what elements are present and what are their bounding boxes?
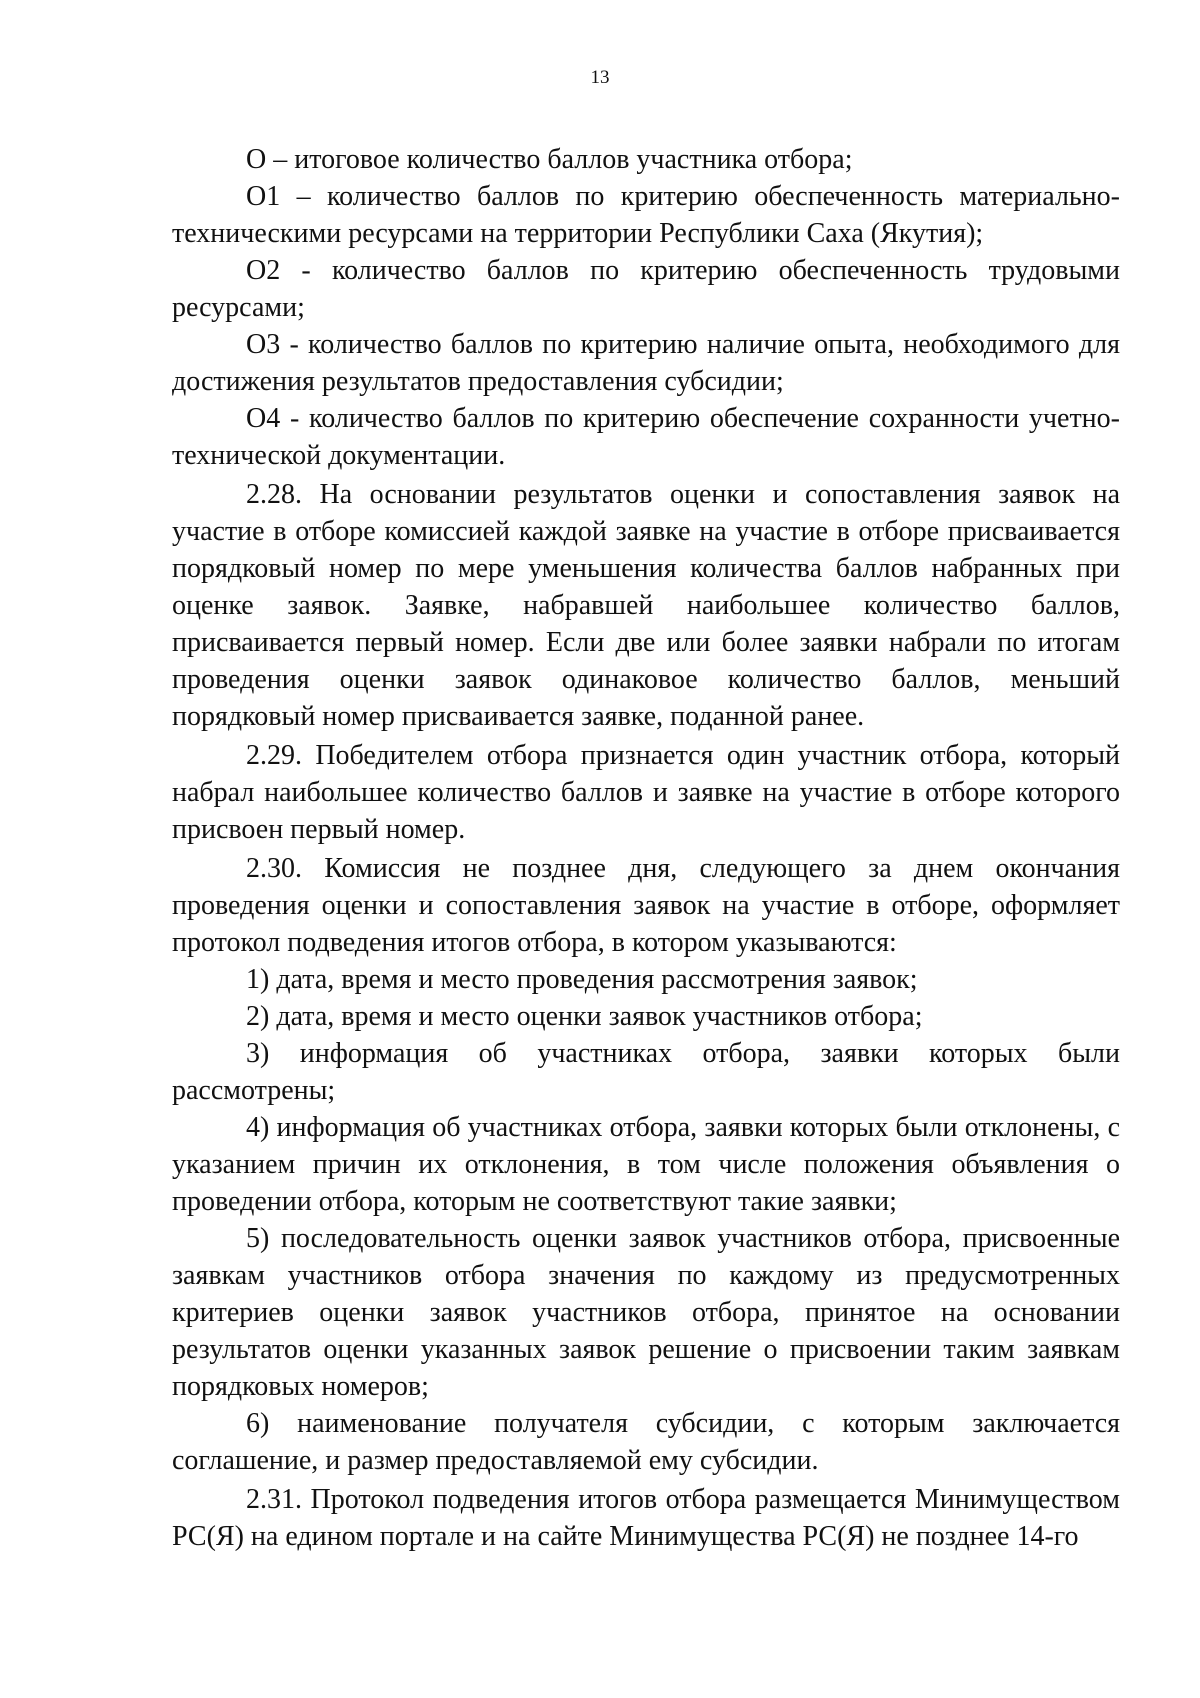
list-item-6: 6) наименование получателя субсидии, с которым заключается соглашение, и размер предоставляемой ему субсидии. (172, 1408, 1120, 1476)
paragraph-2-31: 2.31. Протокол подведения итогов отбора размещается Минимуществом РС(Я) на едином портале и на сайте Минимущества РС(Я) не позднее 14-го (172, 1484, 1120, 1552)
paragraph-2-30: 2.30. Комиссия не позднее дня, следующего за днем окончания проведения оценки и сопоставления заявок на участие в отборе, оформляет протокол подведения итогов отбора, в котором указываются: (172, 853, 1120, 958)
paragraph-o2: О2 - количество баллов по критерию обеспеченность трудовыми ресурсами; (172, 255, 1120, 323)
list-item-2: 2) дата, время и место оценки заявок участников отбора; (246, 1001, 923, 1032)
document-body (172, 141, 1120, 1555)
list-item-5: 5) последовательность оценки заявок участников отбора, присвоенные заявкам участников отбора значения по каждому из предусмотренных критериев оценки заявок участников отбора, принятое на основании результатов оценки указанных заявок решение о присвоении таким заявкам порядковых номеров; (172, 1223, 1120, 1402)
list-item-1: 1) дата, время и место проведения рассмотрения заявок; (246, 964, 918, 995)
paragraph-o-total: О – итоговое количество баллов участника отбора; (246, 144, 853, 175)
page-number: 13 (590, 67, 610, 88)
paragraph-2-29: 2.29. Победителем отбора признается один участник отбора, который набрал наибольшее количество баллов и заявке на участие в отборе которого присвоен первый номер. (172, 740, 1120, 845)
list-item-4: 4) информация об участниках отбора, заявки которых были отклонены, с указанием причин их отклонения, в том числе положения объявления о проведении отбора, которым не соответствуют такие заявки; (172, 1112, 1120, 1217)
paragraph-2-28: 2.28. На основании результатов оценки и сопоставления заявок на участие в отборе комиссией каждой заявке на участие в отборе присваивается порядковый номер по мере уменьшения количества баллов набранных при оценке заявок. Заявке, набравшей наибольшее количество баллов, присваивается первый номер. Если две или более заявки набрали по итогам проведения оценки заявок одинаковое количество баллов, меньший порядковый номер присваивается заявке, поданной ранее. (172, 479, 1120, 732)
list-item-3: 3) информация об участниках отбора, заявки которых были рассмотрены; (172, 1038, 1120, 1106)
paragraph-o1: О1 – количество баллов по критерию обеспеченность материально-техническими ресурсами на территории Республики Саха (Якутия); (172, 181, 1120, 249)
paragraph-o3: О3 - количество баллов по критерию наличие опыта, необходимого для достижения результатов предоставления субсидии; (172, 329, 1120, 397)
paragraph-o4: О4 - количество баллов по критерию обеспечение сохранности учетно-технической документации. (172, 403, 1120, 471)
